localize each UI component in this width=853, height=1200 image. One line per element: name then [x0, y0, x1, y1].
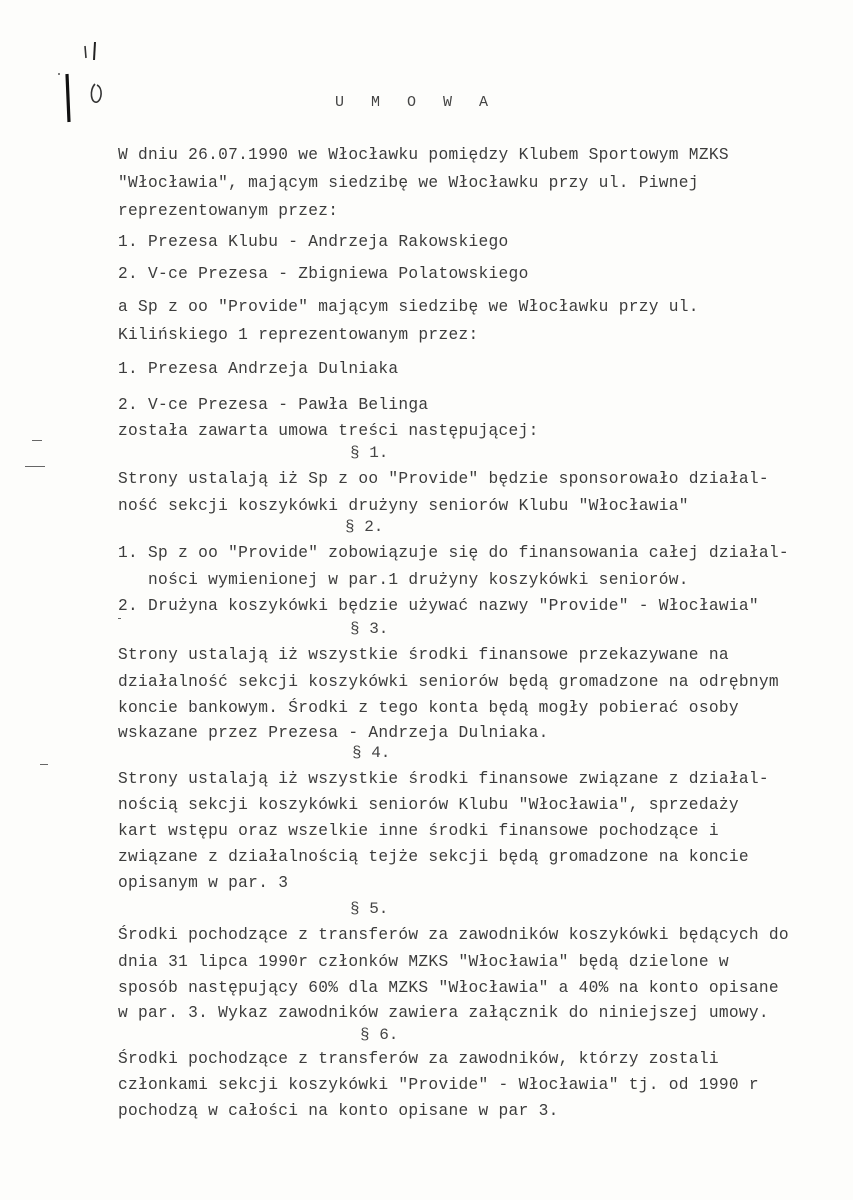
preamble-line: Kilińskiego 1 reprezentowanym przez: — [118, 326, 479, 344]
section-line: kart wstępu oraz wszelkie inne środki finansowe pochodzące i — [118, 822, 719, 840]
section-line: dnia 31 lipca 1990r członków MZKS "Włocławia" będą dzielone w — [118, 953, 729, 971]
preamble-line: 1. Prezesa Klubu - Andrzeja Rakowskiego — [118, 233, 509, 251]
scan-speck — [40, 764, 48, 765]
preamble-line: a Sp z oo "Provide" mającym siedzibę we Włocławku przy ul. — [118, 298, 699, 316]
preamble-line: została zawarta umowa treści następującej: — [118, 422, 539, 440]
scan-speck — [32, 440, 42, 441]
section-heading: § 6. — [360, 1026, 399, 1044]
section-line: Strony ustalają iż Sp z oo "Provide" będzie sponsorowało działal- — [118, 470, 769, 488]
preamble-line: 2. V-ce Prezesa - Zbigniewa Polatowskiego — [118, 265, 529, 283]
section-heading: § 3. — [350, 620, 389, 638]
section-heading: § 4. — [352, 744, 391, 762]
preamble-line: "Włocławia", mającym siedzibę we Włocławku przy ul. Piwnej — [118, 174, 699, 192]
handwritten-margin-note — [55, 38, 125, 128]
section-line: związane z działalnością tejże sekcji będą gromadzone na koncie — [118, 848, 749, 866]
document-title: U M O W A — [335, 94, 498, 111]
section-line: opisanym w par. 3 — [118, 874, 289, 892]
section-line: Środki pochodzące z transferów za zawodników, którzy zostali — [118, 1050, 719, 1068]
section-line: pochodzą w całości na konto opisane w par 3. — [118, 1102, 559, 1120]
preamble-line: W dniu 26.07.1990 we Włocławku pomiędzy Klubem Sportowym MZKS — [118, 146, 729, 164]
section-line: działalność sekcji koszykówki seniorów będą gromadzone na odrębnym — [118, 673, 779, 691]
section-heading: § 1. — [350, 444, 389, 462]
section-line: ność sekcji koszykówki drużyny seniorów Klubu "Włocławia" — [118, 497, 689, 515]
section-line: Strony ustalają iż wszystkie środki finansowe związane z działal- — [118, 770, 769, 788]
preamble-line: 2. V-ce Prezesa - Pawła Belinga — [118, 396, 429, 414]
section-line: Środki pochodzące z transferów za zawodników koszykówki będących do — [118, 926, 789, 944]
section-line: koncie bankowym. Środki z tego konta będą mogły pobierać osoby — [118, 699, 739, 717]
section-line: w par. 3. Wykaz zawodników zawiera załącznik do niniejszej umowy. — [118, 1004, 769, 1022]
section-line: 1. Sp z oo "Provide" zobowiązuje się do finansowania całej działal- — [118, 544, 789, 562]
section-line: nością sekcji koszykówki seniorów Klubu "Włocławia", sprzedaży — [118, 796, 739, 814]
section-line: wskazane przez Prezesa - Andrzeja Dulniaka. — [118, 724, 549, 742]
scan-speck — [25, 466, 45, 467]
section-line: 2. Drużyna koszykówki będzie używać nazwy "Provide" - Włocławia" — [118, 597, 759, 615]
section-line: członkami sekcji koszykówki "Provide" - Włocławia" tj. od 1990 r — [118, 1076, 759, 1094]
preamble-line: reprezentowanym przez: — [118, 202, 339, 220]
scan-speck — [118, 618, 121, 619]
section-line: Strony ustalają iż wszystkie środki finansowe przekazywane na — [118, 646, 729, 664]
preamble-line: 1. Prezesa Andrzeja Dulniaka — [118, 360, 399, 378]
section-heading: § 2. — [345, 518, 384, 536]
section-line: sposób następujący 60% dla MZKS "Włocławia" a 40% na konto opisane — [118, 979, 779, 997]
section-heading: § 5. — [350, 900, 389, 918]
section-line: ności wymienionej w par.1 drużyny koszykówki seniorów. — [118, 571, 689, 589]
